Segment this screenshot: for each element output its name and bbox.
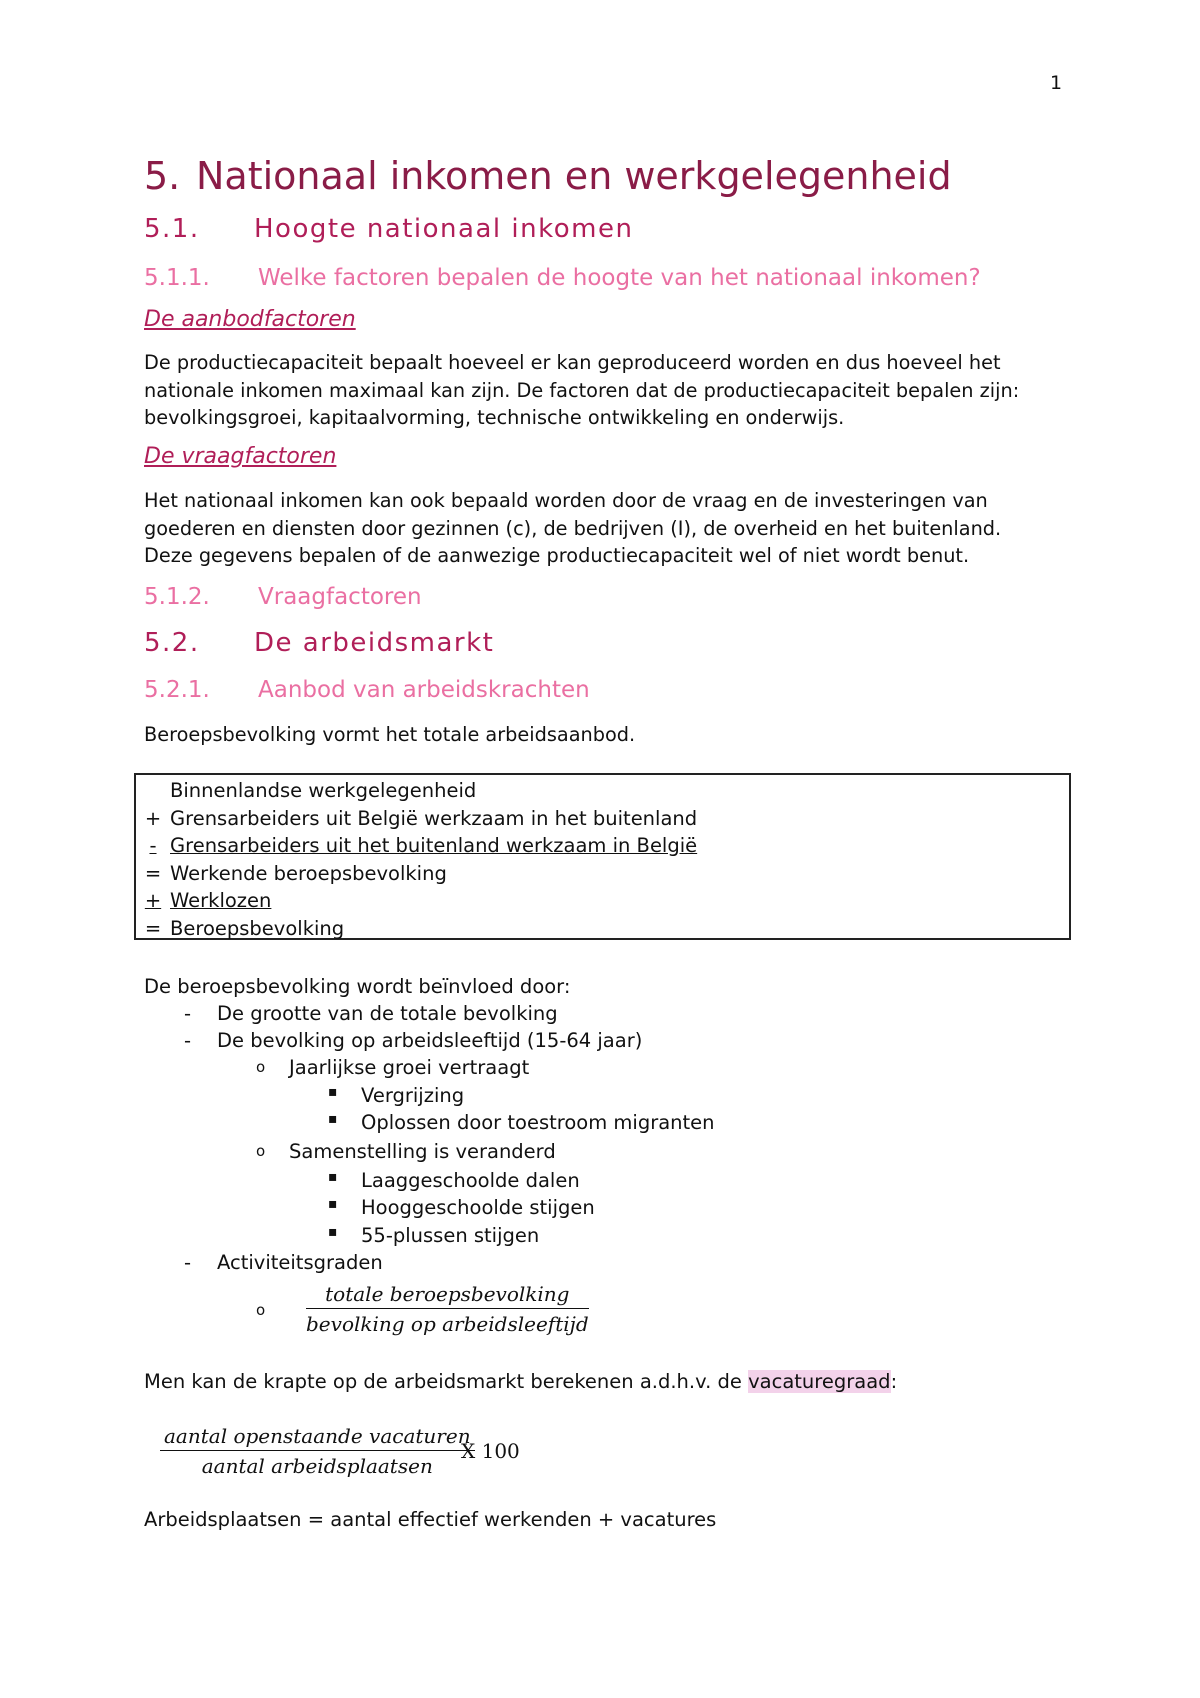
table-row (136, 805, 1069, 833)
table-row (136, 777, 1069, 805)
table-row (136, 860, 1069, 888)
section-number: 5.2. (144, 628, 200, 658)
row-operator: + (144, 889, 162, 913)
row-operator: = (144, 861, 162, 885)
section-heading-5-1 (144, 214, 633, 244)
aanbod-heading: De aanbodfactoren (144, 307, 356, 332)
list-item: De grootte van de totale bevolking (217, 1002, 558, 1025)
chapter-heading (144, 154, 952, 198)
paragraph-line: Deze gegevens bepalen of de aanwezige productiecapaciteit wel of niet wordt benut. (144, 544, 970, 567)
row-operator (136, 777, 170, 805)
vacancy-rate-formula (160, 1424, 475, 1478)
list-intro: De beroepsbevolking wordt beïnvloed door: (144, 975, 571, 998)
row-text: Grensarbeiders uit België werkzaam in het buitenland (170, 806, 698, 830)
formula-denominator: aantal arbeidsplaatsen (201, 1454, 433, 1478)
dash-bullet: - (184, 1029, 192, 1052)
table-row (136, 915, 1069, 943)
subsection-number: 5.2.1. (144, 677, 210, 703)
section-heading-5-2 (144, 628, 494, 658)
krapte-text: Men kan de krapte op de arbeidsmarkt berekenen a.d.h.v. de (144, 1370, 749, 1393)
chapter-number: 5. (144, 154, 181, 198)
chapter-title: Nationaal inkomen en werkgelegenheid (196, 154, 952, 198)
section-number: 5.1. (144, 214, 200, 244)
row-text: Werklozen (170, 889, 272, 913)
row-text: Grensarbeiders uit het buitenland werkzaam in België (170, 834, 698, 858)
dash-bullet: - (184, 1251, 192, 1274)
circle-bullet: o (256, 1301, 266, 1319)
subsection-heading-5-1-2 (144, 584, 422, 610)
paragraph-line: Het nationaal inkomen kan ook bepaald worden door de vraag en de investeringen van (144, 489, 988, 512)
beroepsbevolking-table (134, 773, 1071, 940)
formula-numerator: totale beroepsbevolking (306, 1282, 589, 1309)
list-item: Activiteitsgraden (217, 1251, 383, 1274)
paragraph-line: nationale inkomen maximaal kan zijn. De factoren dat de productiecapaciteit bepalen zijn: (144, 378, 1020, 402)
dash-bullet: - (184, 1002, 192, 1025)
square-bullet: ▪ (328, 1196, 338, 1212)
circle-bullet: o (256, 1142, 266, 1160)
subsection-title: Aanbod van arbeidskrachten (258, 677, 590, 703)
row-operator: + (144, 806, 162, 830)
subsection-heading-5-1-1 (144, 265, 981, 291)
intro-line: Beroepsbevolking vormt het totale arbeidsaanbod. (144, 723, 636, 746)
row-text: Werkende beroepsbevolking (170, 861, 447, 885)
vraag-heading: De vraagfactoren (144, 444, 337, 469)
table-row (136, 887, 1069, 915)
square-bullet: ▪ (328, 1224, 338, 1240)
subsection-title: Vraagfactoren (258, 584, 422, 610)
list-item: Hooggeschoolde stijgen (361, 1196, 595, 1219)
subsection-heading-5-2-1 (144, 677, 590, 703)
formula-numerator: aantal openstaande vacaturen (160, 1424, 475, 1451)
list-item: Oplossen door toestroom migranten (361, 1111, 715, 1134)
subsection-number: 5.1.1. (144, 265, 210, 291)
row-text: Beroepsbevolking (170, 916, 345, 940)
formula-multiplier: X 100 (461, 1439, 520, 1463)
activity-rate-formula (306, 1282, 589, 1336)
square-bullet: ▪ (328, 1084, 338, 1100)
vraag-paragraph (144, 487, 1084, 570)
row-operator: - (149, 834, 157, 858)
vacaturegraad-highlight: vacaturegraad (748, 1370, 891, 1393)
row-operator: = (144, 916, 162, 940)
krapte-line (144, 1370, 897, 1393)
list-item: Samenstelling is veranderd (289, 1140, 556, 1163)
section-title: Hoogte nationaal inkomen (254, 214, 634, 244)
arbeidsplaatsen-line: Arbeidsplaatsen = aantal effectief werkenden + vacatures (144, 1508, 717, 1531)
table-row (136, 832, 1069, 860)
square-bullet: ▪ (328, 1169, 338, 1185)
formula-denominator: bevolking op arbeidsleeftijd (306, 1312, 589, 1336)
page-number: 1 (1050, 72, 1063, 94)
list-item: Jaarlijkse groei vertraagt (289, 1056, 530, 1079)
paragraph-line: goederen en diensten door gezinnen (c), de bedrijven (I), de overheid en het buitenland. (144, 516, 1002, 540)
paragraph-line: De productiecapaciteit bepaalt hoeveel er kan geproduceerd worden en dus hoeveel het (144, 351, 1001, 374)
circle-bullet: o (256, 1058, 266, 1076)
list-item: 55-plussen stijgen (361, 1224, 540, 1247)
list-item: De bevolking op arbeidsleeftijd (15-64 jaar) (217, 1029, 643, 1052)
square-bullet: ▪ (328, 1111, 338, 1127)
krapte-colon: : (890, 1370, 898, 1393)
list-item: Vergrijzing (361, 1084, 465, 1107)
subsection-number: 5.1.2. (144, 584, 210, 610)
section-title: De arbeidsmarkt (254, 628, 495, 658)
list-item: Laaggeschoolde dalen (361, 1169, 580, 1192)
subsection-title: Welke factoren bepalen de hoogte van het nationaal inkomen? (258, 265, 981, 291)
paragraph-line: bevolkingsgroei, kapitaalvorming, technische ontwikkeling en onderwijs. (144, 406, 845, 429)
aanbod-paragraph (144, 349, 1084, 432)
row-text: Binnenlandse werkgelegenheid (170, 779, 477, 802)
